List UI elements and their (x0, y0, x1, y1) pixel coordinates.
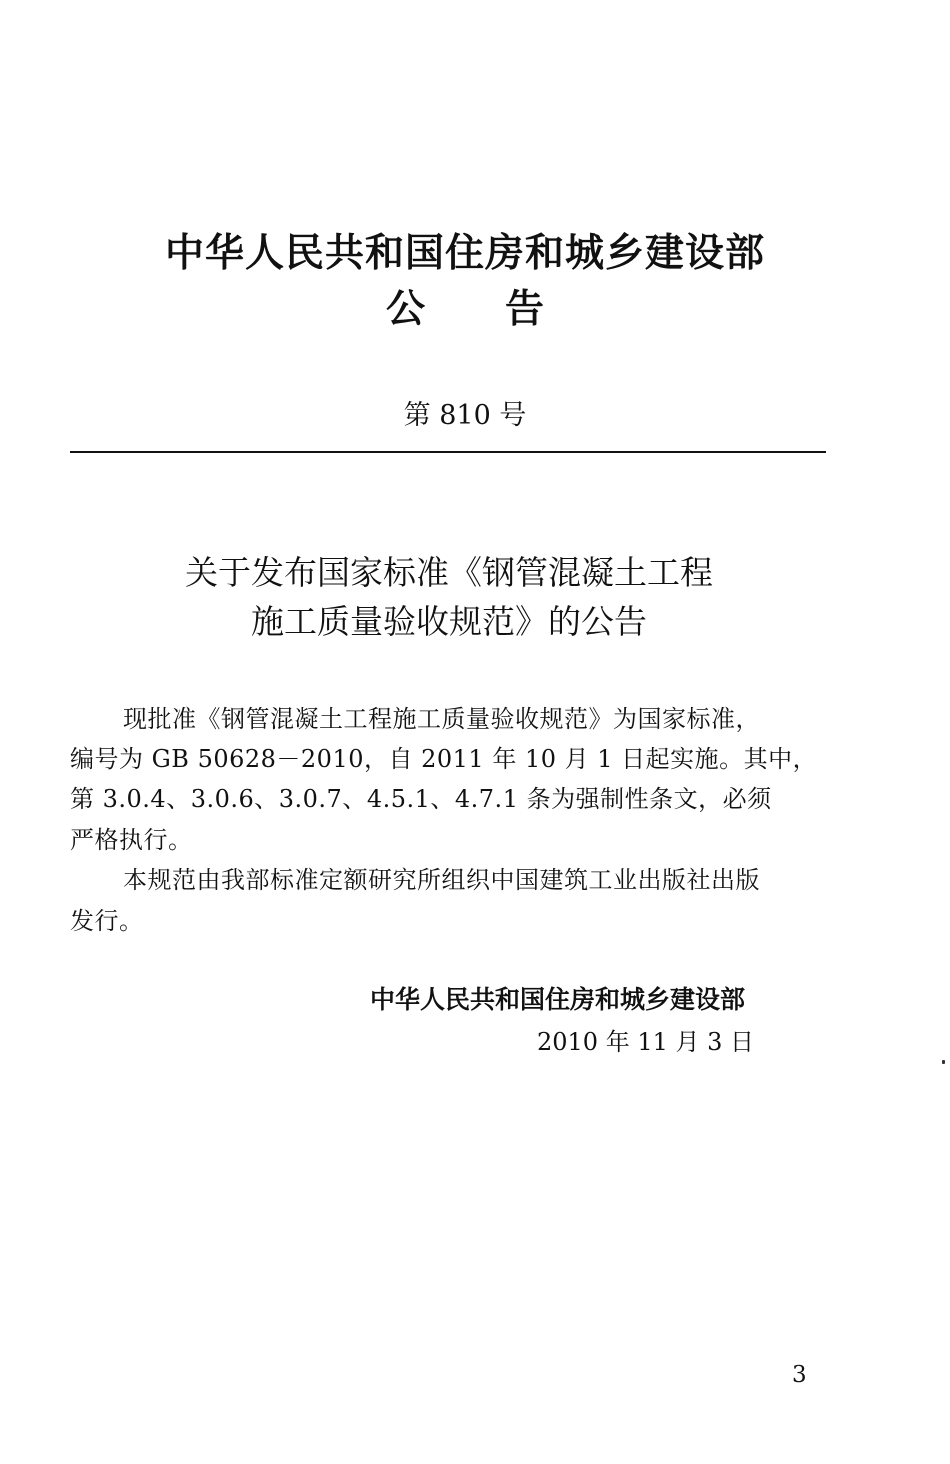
body-line-4: 严格执行。 (70, 826, 193, 854)
body-line-1: 现批准《钢管混凝土工程施工质量验收规范》为国家标准， (123, 705, 760, 733)
notice-heading: 公告 (385, 287, 624, 332)
body-line-2: 编号为 GB 50628－2010，自 2011 年 10 月 1 日起实施。其中， (70, 745, 818, 773)
body-line-3: 第 3.0.4、3.0.6、3.0.7、4.5.1、4.7.1 条为强制性条文，必须 (70, 785, 772, 813)
issue-date: 2010 年 11 月 3 日 (537, 1028, 755, 1056)
scan-speck (942, 1060, 945, 1064)
ministry-title: 中华人民共和国住房和城乡建设部 (164, 231, 765, 276)
issuer-signature: 中华人民共和国住房和城乡建设部 (370, 985, 746, 1014)
header-divider (70, 451, 826, 453)
body-line-6: 发行。 (70, 907, 144, 935)
announcement-title-line-1: 关于发布国家标准《钢管混凝土工程 (185, 553, 713, 592)
announcement-title-line-2: 施工质量验收规范》的公告 (251, 602, 647, 641)
notice-number: 第 810 号 (403, 400, 527, 431)
body-line-5: 本规范由我部标准定额研究所组织中国建筑工业出版社出版 (123, 866, 760, 894)
page-number: 3 (792, 1362, 807, 1388)
